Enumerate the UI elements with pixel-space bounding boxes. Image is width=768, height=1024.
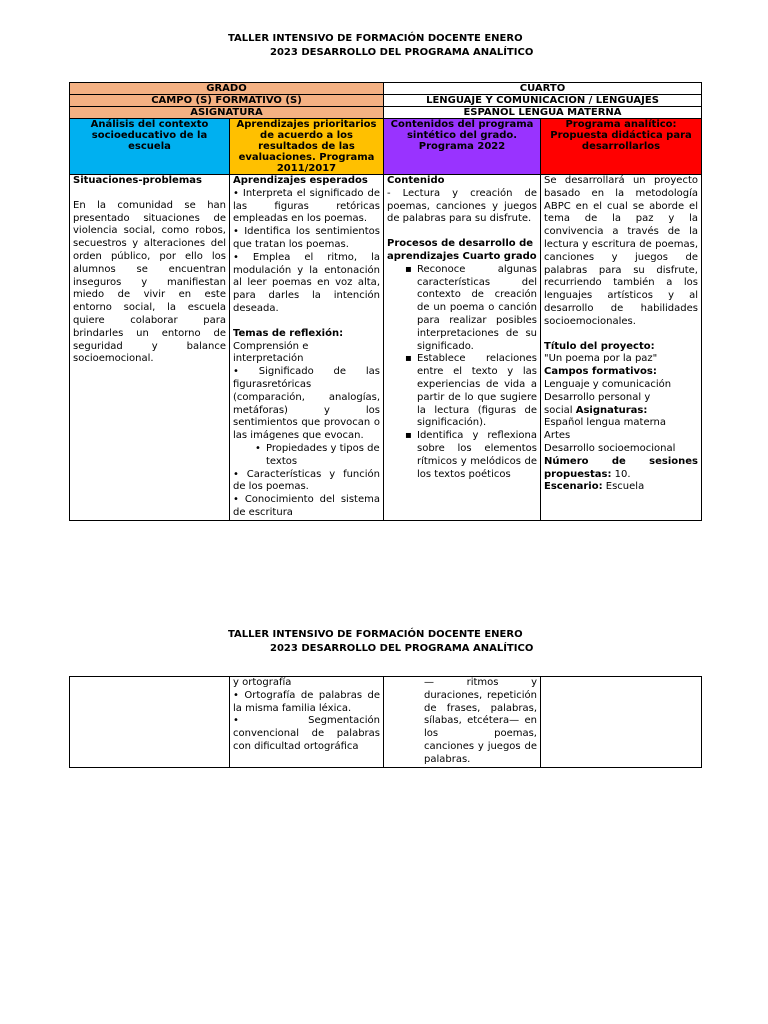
aprendizaje-item: • Interpreta el significado de las figuras retóricas empleadas en los poemas. <box>233 187 380 225</box>
campos-label: Campos formativos: <box>544 366 657 378</box>
tema-item: • Propiedades y tipos de textos <box>233 443 380 469</box>
temas-heading: Temas de reflexión: <box>233 327 344 339</box>
tema-item: • Segmentación convencional de palabras con dificultad ortográfica <box>233 715 380 752</box>
proceso-item: ▪ Reconoce algunas características del contexto de creación de un poema o canción para realizar posibles interpretaciones de su significado. <box>387 264 537 354</box>
column-header-contexto: Análisis del contexto socioeducativo de la escuela <box>70 119 230 175</box>
continuation-table <box>69 676 702 768</box>
campo-item: Lenguaje y comunicación <box>544 378 672 390</box>
column-header-contenidos: Contenidos del programa sintético del grado. Programa 2022 <box>384 119 541 175</box>
tema-item: • Significado de las figurasretóricas (comparación, analogías, metáforas) y los sentimientos que provocan o las imágenes que evocan. <box>233 366 380 442</box>
sesiones-label: Número de sesiones propuestas: <box>544 455 698 480</box>
contenido-text: - Lectura y creación de poemas, canciones y juegos de palabras para su disfrute. <box>387 187 537 225</box>
proceso-item-continuation: — ritmos y duraciones, repetición de frases, palabras, sílabas, etcétera— en los poemas, canciones y juegos de palabras. <box>424 677 537 765</box>
contenidos-cell-cont <box>384 677 541 768</box>
title-line-1: TALLER INTENSIVO DE FORMACIÓN DOCENTE ENERO <box>228 33 523 44</box>
proceso-item: ▪ Identifica y reflexiona sobre los elementos rítmicos y melódicos de los textos poéticos <box>387 430 537 481</box>
aprendizaje-item: • Emplea el ritmo, la modulación y la entonación al leer poemas en voz alta, para darles la intención deseada. <box>233 251 380 314</box>
contexto-cell-cont <box>70 677 230 768</box>
proyecto-description: Se desarrollará un proyecto basado en la metodología ABPC en el cual se aborde el tema de la paz y la convivencia a través de la lectura y escritura de poemas, canciones y juegos de palabras para su disfrute, recurriendo también a los lenguajes artísticos y al desarrollo de habilidades socioemocionales. <box>544 175 698 327</box>
proceso-item: ▪ Establece relaciones entre el texto y las experiencias de vida a partir de lo que sugiere la lectura (figuras de significación). <box>387 353 537 430</box>
contenidos-cell <box>384 175 541 521</box>
programa-analitico-table <box>69 82 702 521</box>
programa-cell <box>541 175 702 521</box>
procesos-heading: Procesos de desarrollo de aprendizajes Cuarto grado <box>387 238 537 262</box>
aprendizajes-heading: Aprendizajes esperados <box>233 175 368 186</box>
programa-cell-cont <box>541 677 702 768</box>
temas-subheading: Comprensión e interpretación <box>233 340 309 365</box>
situaciones-heading: Situaciones-problemas <box>73 175 202 186</box>
asignatura-item: Artes <box>544 430 571 442</box>
grado-label: GRADO <box>70 83 384 95</box>
tema-item: • Características y función de los poemas. <box>233 468 380 493</box>
grado-value: CUARTO <box>384 83 702 95</box>
titulo-label: Título del proyecto: <box>544 340 655 352</box>
column-header-aprendizajes: Aprendizajes prioritarios de acuerdo a los resultados de las evaluaciones. Programa 2011/2017 <box>230 119 384 175</box>
contexto-cell <box>70 175 230 521</box>
campo-label: CAMPO (S) FORMATIVO (S) <box>70 95 384 107</box>
asignatura-label: ASIGNATURA <box>70 107 384 119</box>
situaciones-text: En la comunidad se han presentado situaciones de violencia social, como robos, secuestros y alteraciones del orden público, por ello los alumnos se encuentran inseguros y manifiestan miedo de vivir en este entorno social, la escuela quiere colaborar para brindarles un entorno de seguridad y balance socioemocional. <box>73 199 226 365</box>
asignatura-item: Español lengua materna <box>544 417 667 429</box>
campo-item: social <box>544 404 573 416</box>
asignaturas-label: Asignaturas: <box>575 404 648 416</box>
aprendizaje-item: • Identifica los sentimientos que tratan los poemas. <box>233 226 380 250</box>
title-line-2: 2023 DESARROLLO DEL PROGRAMA ANALÍTICO <box>270 643 534 654</box>
title-line-2: 2023 DESARROLLO DEL PROGRAMA ANALÍTICO <box>270 47 534 58</box>
sesiones-value: 10. <box>614 468 631 480</box>
escenario-value: Escuela <box>605 481 645 493</box>
aprendizajes-cell <box>230 175 384 521</box>
column-header-programa: Programa analítico: Propuesta didáctica para desarrollarlos <box>541 119 702 175</box>
campo-value: LENGUAJE Y COMUNICACIÓN / LENGUAJES <box>384 95 702 107</box>
tema-item: • Ortografía de palabras de la misma familia léxica. <box>233 689 380 714</box>
aprendizajes-cell-cont <box>230 677 384 768</box>
tema-item: • Conocimiento del sistema de escritura <box>233 494 380 518</box>
title-line-1: TALLER INTENSIVO DE FORMACIÓN DOCENTE ENERO <box>228 629 523 640</box>
asignatura-value: ESPAÑOL LENGUA MATERNA <box>384 107 702 119</box>
titulo-value: "Un poema por la paz" <box>544 353 658 365</box>
continuation-line: y ortografía <box>233 677 292 688</box>
campo-item: Desarrollo personal y <box>544 391 651 403</box>
escenario-label: Escenario: <box>544 481 603 493</box>
asignatura-item: Desarrollo socioemocional <box>544 442 676 454</box>
contenido-heading: Contenido <box>387 175 445 186</box>
